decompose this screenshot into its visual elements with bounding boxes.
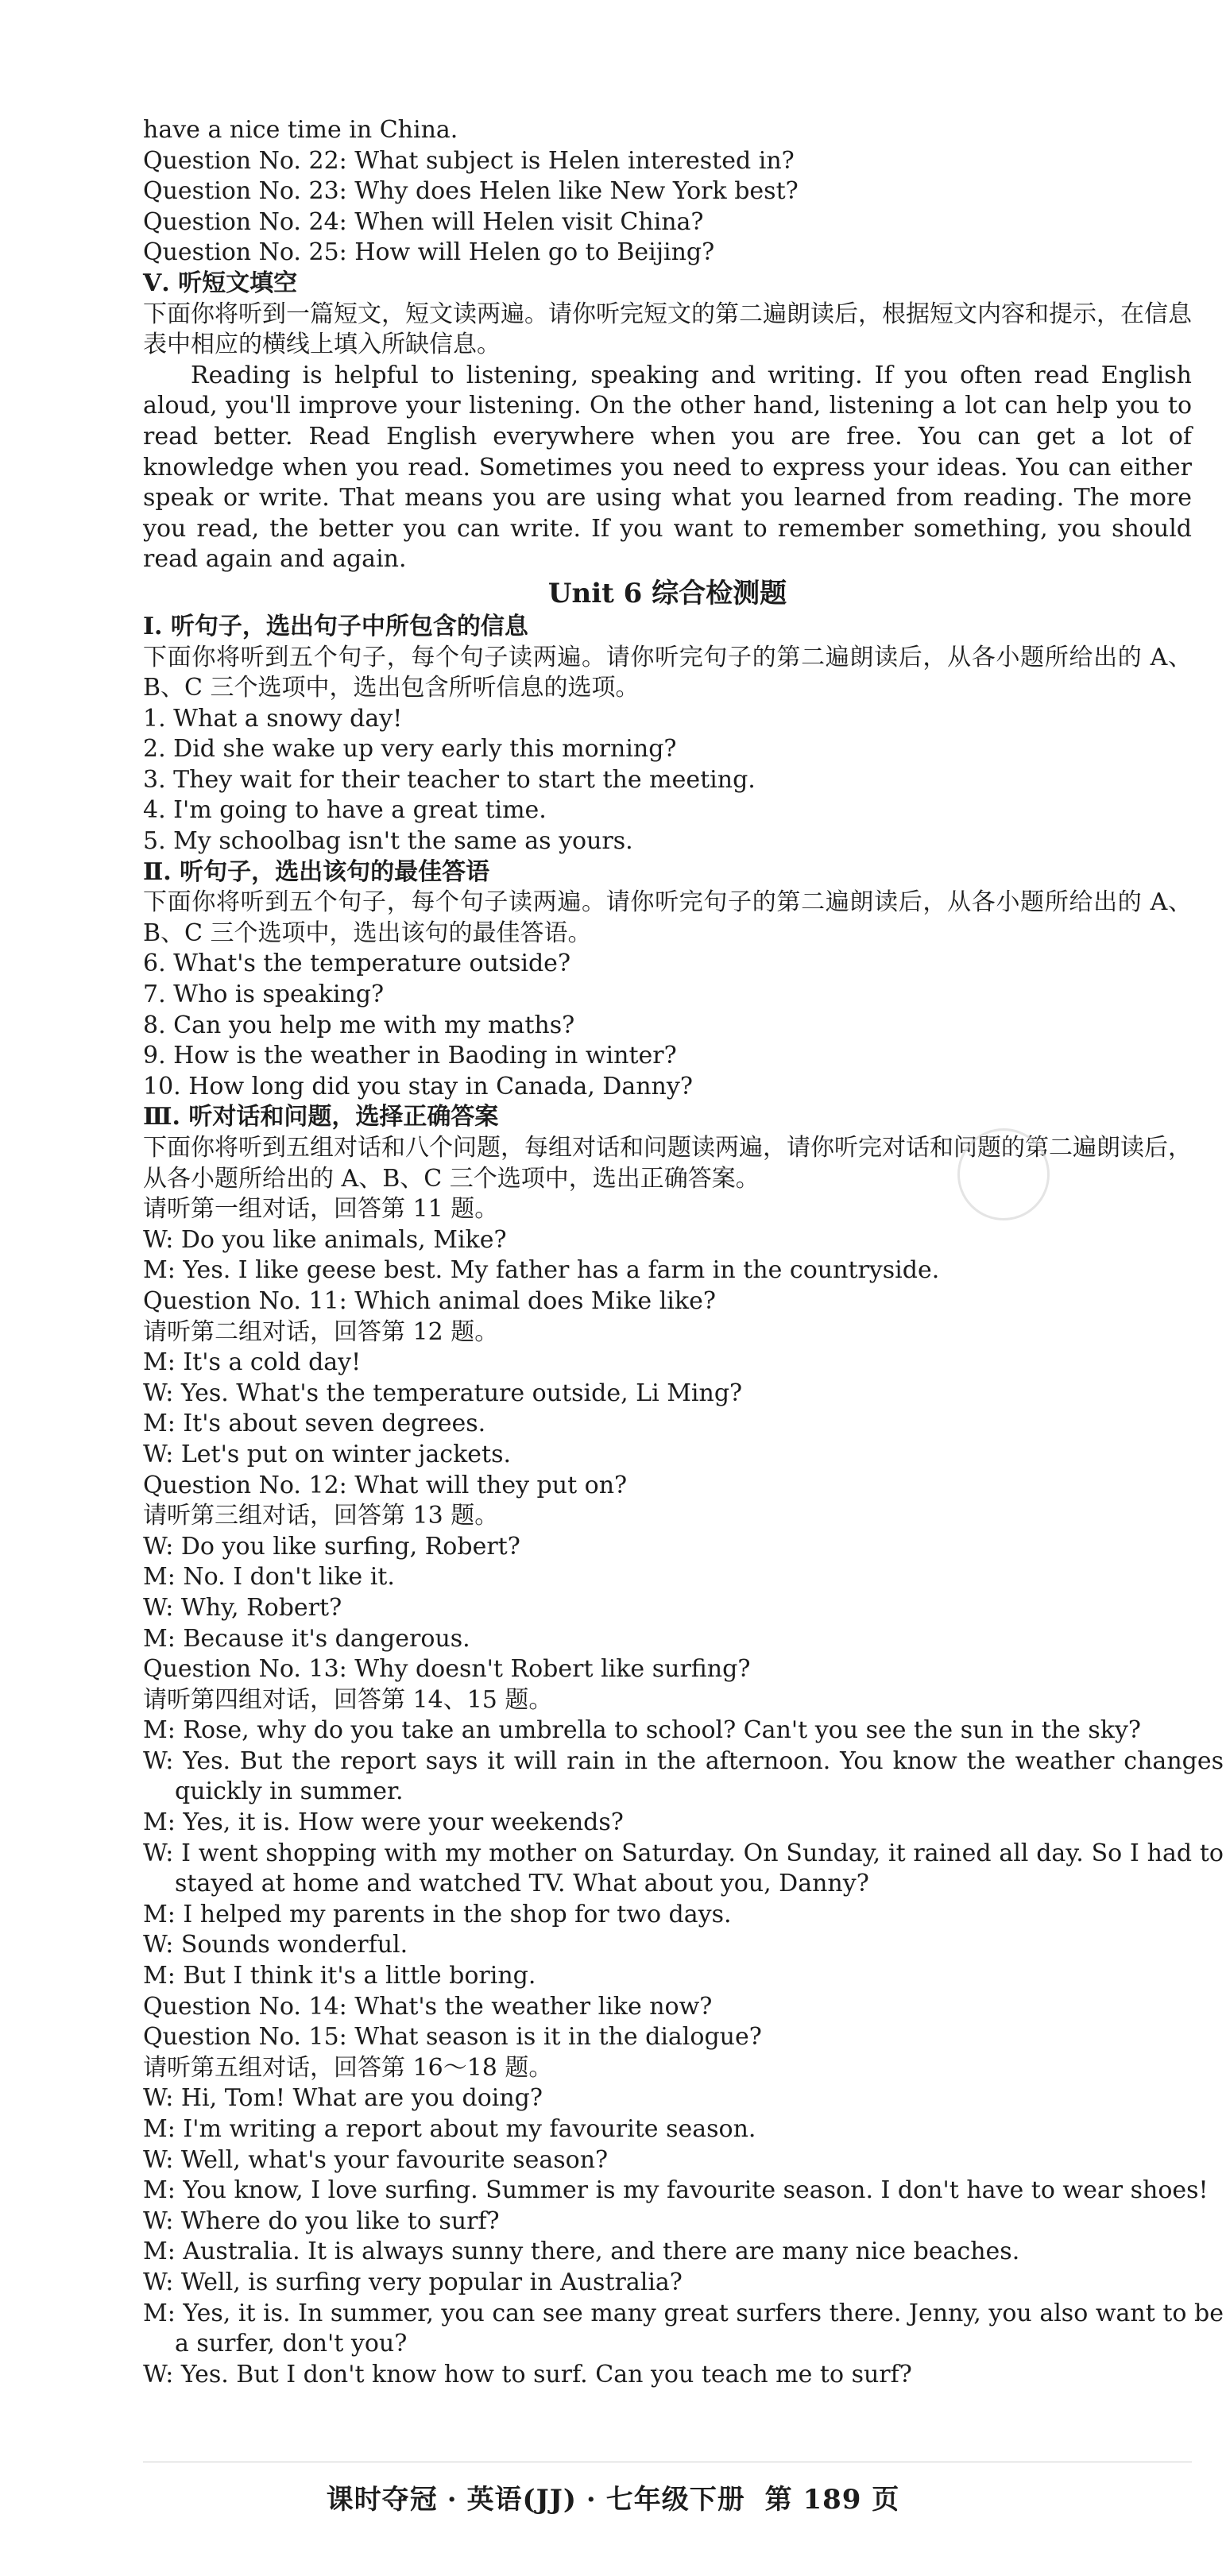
text-line: W: Hi, Tom! What are you doing? [143, 2084, 543, 2113]
text-line: Question No. 15: What season is it in the dialogue? [143, 2023, 762, 2052]
text-line: Reading is helpful to listening, speaking and writing. If you often read English aloud, you'll improve your listening. On the other hand, listening a lot can help you to read better. Read English everywhere when you are free. You can get a lot of knowledge when you read. Sometimes you need to express your ideas. You can either speak or write. That means you are using what you learned from reading. The more you read, the better you can write. If you want to remember something, you should read again and again. [143, 361, 1192, 574]
text-line: M: But I think it's a little boring. [143, 1962, 536, 1990]
text-line: Question No. 11: Which animal does Mike like? [143, 1286, 716, 1315]
text-line: Question No. 12: What will they put on? [143, 1471, 628, 1499]
text-line: 下面你将听到五组对话和八个问题，每组对话和问题读两遍，请你听完对话和问题的第二遍朗读后，从各小题所给出的 A、B、C 三个选项中，选出正确答案。 [143, 1134, 1192, 1193]
text-line: 7. Who is speaking? [143, 981, 385, 1009]
text-line: W: Yes. But I don't know how to surf. Can you teach me to surf? [143, 2360, 912, 2388]
text-line: 3. They wait for their teacher to start the meeting. [143, 765, 756, 794]
text-line: 请听第四组对话，回答第 14、15 题。 [143, 1685, 553, 1714]
text-line: M: It's about seven degrees. [143, 1410, 486, 1438]
text-line: 4. I'm going to have a great time. [143, 796, 547, 825]
section-heading: Ⅱ. 听句子，选出该句的最佳答语 [143, 857, 490, 886]
section-heading: Ⅲ. 听对话和问题，选择正确答案 [143, 1103, 499, 1131]
page-footer [0, 2477, 1226, 2516]
text-line: W: Well, what's your favourite season? [143, 2145, 609, 2174]
text-line: 1. What a snowy day! [143, 704, 403, 733]
text-line: 下面你将听到五个句子，每个句子读两遍。请你听完句子的第二遍朗读后，从各小题所给出的 A、B、C 三个选项中，选出该句的最佳答语。 [143, 888, 1192, 947]
text-line: M: Because it's dangerous. [143, 1624, 470, 1653]
text-line: Question No. 22: What subject is Helen interested in? [143, 146, 795, 175]
text-line: M: It's a cold day! [143, 1348, 362, 1377]
text-line: W: Let's put on winter jackets. [143, 1440, 512, 1468]
text-line: M: Yes. I like geese best. My father has a farm in the countryside. [143, 1256, 940, 1285]
text-line: W: Where do you like to surf? [143, 2207, 500, 2235]
text-line: Question No. 23: Why does Helen like New York best? [143, 177, 799, 206]
text-line: have a nice time in China. [143, 116, 458, 144]
text-line: W: Yes. What's the temperature outside, Li Ming? [143, 1379, 743, 1407]
footer-book-title: 课时夺冠 [326, 2484, 438, 2516]
section-heading: Ⅰ. 听句子，选出句子中所包含的信息 [143, 612, 528, 640]
text-line: M: Yes, it is. In summer, you can see many great surfers there. Jenny, you also want to be a surfer, don't you? [143, 2299, 1224, 2358]
text-line: 5. My schoolbag isn't the same as yours. [143, 827, 633, 856]
footer-grade: 七年级下册 [605, 2484, 745, 2516]
text-line: 10. How long did you stay in Canada, Danny? [143, 1072, 693, 1100]
text-line: M: I helped my parents in the shop for two days. [143, 1900, 732, 1928]
text-line: M: You know, I love surfing. Summer is my favourite season. I don't have to wear shoes! [143, 2176, 1209, 2205]
text-line: 请听第一组对话，回答第 11 题。 [143, 1195, 499, 1224]
text-line: 2. Did she wake up very early this morning? [143, 735, 677, 764]
text-line: 8. Can you help me with my maths? [143, 1011, 575, 1039]
section-heading: Ⅴ. 听短文填空 [143, 269, 298, 297]
text-line: Question No. 13: Why doesn't Robert like surfing? [143, 1655, 751, 1684]
text-line: 9. How is the weather in Baoding in winter? [143, 1042, 677, 1070]
footer-separator: · [586, 2484, 597, 2516]
unit-title: Unit 6 综合检测题 [547, 577, 787, 609]
footer-subject: 英语(JJ) [466, 2484, 577, 2516]
footer-separator: · [447, 2484, 458, 2516]
text-line: 6. What's the temperature outside? [143, 950, 571, 978]
text-line: Question No. 14: What's the weather like now? [143, 1992, 713, 2021]
text-line: Question No. 24: When will Helen visit China? [143, 207, 704, 236]
text-line: 下面你将听到五个句子，每个句子读两遍。请你听完句子的第二遍朗读后，从各小题所给出的 A、B、C 三个选项中，选出包含所听信息的选项。 [143, 643, 1192, 702]
text-line: W: Yes. But the report says it will rain in the afternoon. You know the weather changes quickly in summer. [143, 1746, 1224, 1806]
text-line: M: Rose, why do you take an umbrella to school? Can't you see the sun in the sky? [143, 1716, 1142, 1745]
text-line: 下面你将听到一篇短文，短文读两遍。请你听完短文的第二遍朗读后，根据短文内容和提示，在信息表中相应的横线上填入所缺信息。 [143, 300, 1192, 359]
footer-page-number: 第 189 页 [764, 2484, 900, 2516]
page-content [143, 115, 1224, 2390]
text-line: M: Australia. It is always sunny there, and there are many nice beaches. [143, 2238, 1020, 2266]
text-line: 请听第三组对话，回答第 13 题。 [143, 1502, 499, 1530]
text-line: M: Yes, it is. How were your weekends? [143, 1808, 624, 1837]
text-line: W: Do you like animals, Mike? [143, 1225, 507, 1254]
text-line: M: I'm writing a report about my favourite season. [143, 2115, 756, 2143]
text-line: W: Do you like surfing, Robert? [143, 1532, 520, 1561]
text-line: W: Why, Robert? [143, 1593, 342, 1622]
text-line: W: Sounds wonderful. [143, 1931, 408, 1959]
text-line: Question No. 25: How will Helen go to Beijing? [143, 238, 715, 267]
text-line: W: I went shopping with my mother on Saturday. On Sunday, it rained all day. So I had to stayed at home and watched TV. What about you, Danny? [143, 1839, 1224, 1898]
text-line: 请听第二组对话，回答第 12 题。 [143, 1317, 499, 1346]
text-line: 请听第五组对话，回答第 16～18 题。 [143, 2053, 553, 2082]
stamp-mark [957, 1128, 1050, 1220]
text-line: W: Well, is surfing very popular in Australia? [143, 2268, 683, 2296]
text-line: M: No. I don't like it. [143, 1563, 395, 1592]
